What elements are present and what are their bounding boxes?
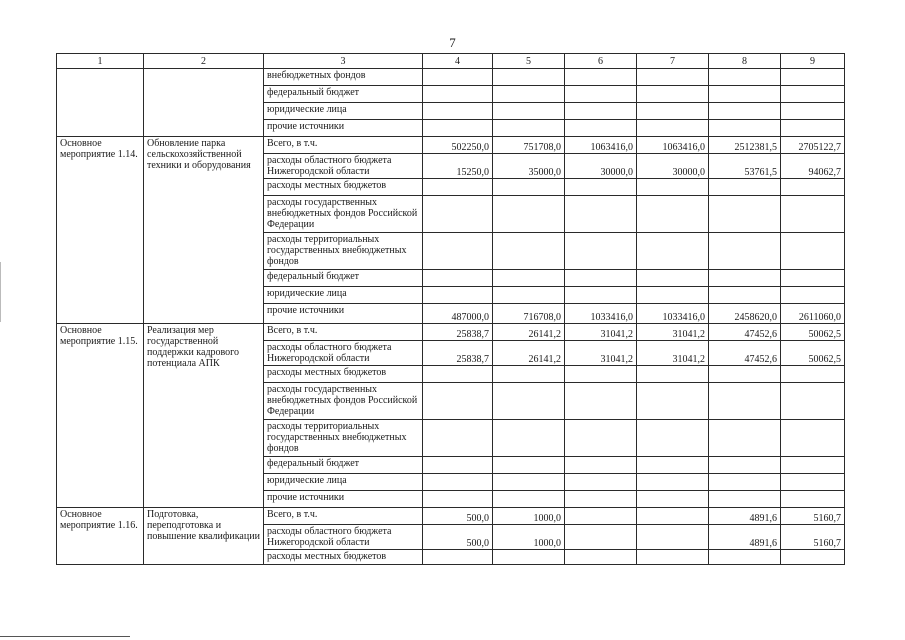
column-header: 9 <box>781 54 845 69</box>
value-cell: 35000,0 <box>493 154 565 179</box>
value-cell <box>781 474 845 491</box>
value-cell <box>781 287 845 304</box>
value-cell <box>423 179 493 196</box>
value-cell <box>709 69 781 86</box>
funding-source-label: расходы местных бюджетов <box>264 366 423 383</box>
value-cell: 25838,7 <box>423 324 493 341</box>
table-row <box>57 324 845 341</box>
value-cell <box>565 383 637 420</box>
value-cell <box>493 179 565 196</box>
value-cell: 26141,2 <box>493 341 565 366</box>
footer-rule <box>0 636 130 637</box>
value-cell: 5160,7 <box>781 525 845 550</box>
value-cell <box>423 120 493 137</box>
value-cell: 31041,2 <box>637 341 709 366</box>
value-cell <box>493 491 565 508</box>
value-cell <box>493 474 565 491</box>
value-cell: 31041,2 <box>565 324 637 341</box>
value-cell <box>781 103 845 120</box>
column-header: 1 <box>57 54 144 69</box>
header-row <box>57 54 845 69</box>
value-cell <box>709 491 781 508</box>
value-cell: 487000,0 <box>423 304 493 324</box>
funding-source-label: федеральный бюджет <box>264 457 423 474</box>
value-cell <box>781 420 845 457</box>
value-cell <box>423 86 493 103</box>
value-cell <box>493 103 565 120</box>
funding-source-label: Всего, в т.ч. <box>264 324 423 341</box>
funding-source-label: федеральный бюджет <box>264 270 423 287</box>
value-cell <box>709 550 781 565</box>
value-cell <box>423 383 493 420</box>
value-cell <box>565 69 637 86</box>
funding-source-label: федеральный бюджет <box>264 86 423 103</box>
value-cell <box>423 457 493 474</box>
column-header: 8 <box>709 54 781 69</box>
value-cell <box>781 457 845 474</box>
value-cell <box>423 69 493 86</box>
value-cell: 94062,7 <box>781 154 845 179</box>
value-cell <box>565 550 637 565</box>
value-cell <box>493 420 565 457</box>
funding-source-label: прочие источники <box>264 304 423 324</box>
value-cell <box>493 196 565 233</box>
value-cell: 31041,2 <box>565 341 637 366</box>
measure-title: Обновление парка сельскохозяйственной техники и оборудования <box>144 137 264 324</box>
value-cell <box>565 103 637 120</box>
measure-code: Основное мероприятие 1.14. <box>57 137 144 324</box>
table-row <box>57 69 845 86</box>
value-cell <box>637 120 709 137</box>
column-header: 4 <box>423 54 493 69</box>
value-cell: 2512381,5 <box>709 137 781 154</box>
value-cell <box>423 491 493 508</box>
value-cell <box>709 457 781 474</box>
funding-source-label: расходы областного бюджета Нижегородской области <box>264 341 423 366</box>
value-cell <box>423 474 493 491</box>
value-cell: 30000,0 <box>637 154 709 179</box>
funding-source-label: расходы областного бюджета Нижегородской области <box>264 154 423 179</box>
page-number: 7 <box>449 35 456 50</box>
value-cell: 751708,0 <box>493 137 565 154</box>
value-cell <box>709 179 781 196</box>
value-cell: 5160,7 <box>781 508 845 525</box>
value-cell: 1033416,0 <box>565 304 637 324</box>
value-cell <box>637 287 709 304</box>
value-cell <box>565 457 637 474</box>
value-cell <box>637 233 709 270</box>
funding-source-label: внебюджетных фондов <box>264 69 423 86</box>
value-cell: 1063416,0 <box>565 137 637 154</box>
value-cell: 53761,5 <box>709 154 781 179</box>
value-cell <box>565 270 637 287</box>
value-cell <box>637 525 709 550</box>
value-cell <box>709 420 781 457</box>
funding-source-label: юридические лица <box>264 474 423 491</box>
value-cell <box>637 366 709 383</box>
value-cell <box>423 550 493 565</box>
value-cell <box>493 233 565 270</box>
value-cell <box>637 86 709 103</box>
value-cell <box>781 179 845 196</box>
value-cell: 2458620,0 <box>709 304 781 324</box>
column-header: 3 <box>264 54 423 69</box>
value-cell: 500,0 <box>423 508 493 525</box>
value-cell <box>781 491 845 508</box>
value-cell <box>709 474 781 491</box>
funding-source-label: расходы местных бюджетов <box>264 179 423 196</box>
value-cell <box>709 233 781 270</box>
value-cell <box>709 86 781 103</box>
measure-code: Основное мероприятие 1.16. <box>57 508 144 565</box>
value-cell <box>637 474 709 491</box>
value-cell <box>637 491 709 508</box>
value-cell: 500,0 <box>423 525 493 550</box>
value-cell: 1033416,0 <box>637 304 709 324</box>
value-cell <box>565 196 637 233</box>
funding-source-label: Всего, в т.ч. <box>264 508 423 525</box>
value-cell <box>637 550 709 565</box>
value-cell <box>637 420 709 457</box>
scan-edge-mark <box>0 262 1 322</box>
value-cell: 4891,6 <box>709 508 781 525</box>
value-cell: 716708,0 <box>493 304 565 324</box>
value-cell <box>709 196 781 233</box>
value-cell <box>637 457 709 474</box>
value-cell <box>637 103 709 120</box>
budget-table <box>56 53 845 565</box>
value-cell <box>709 366 781 383</box>
funding-source-label: расходы территориальных государственных внебюджетных фондов <box>264 233 423 270</box>
value-cell <box>423 366 493 383</box>
measure-title <box>144 69 264 137</box>
table-row <box>57 508 845 525</box>
value-cell <box>637 383 709 420</box>
column-header: 6 <box>565 54 637 69</box>
value-cell <box>493 86 565 103</box>
value-cell: 31041,2 <box>637 324 709 341</box>
value-cell <box>781 270 845 287</box>
value-cell <box>781 120 845 137</box>
value-cell <box>781 86 845 103</box>
value-cell <box>565 120 637 137</box>
value-cell: 25838,7 <box>423 341 493 366</box>
funding-source-label: юридические лица <box>264 287 423 304</box>
value-cell <box>709 287 781 304</box>
value-cell: 47452,6 <box>709 341 781 366</box>
measure-code <box>57 69 144 137</box>
value-cell <box>423 287 493 304</box>
value-cell: 1000,0 <box>493 525 565 550</box>
value-cell <box>637 69 709 86</box>
column-header: 5 <box>493 54 565 69</box>
value-cell <box>493 383 565 420</box>
value-cell: 4891,6 <box>709 525 781 550</box>
value-cell <box>493 366 565 383</box>
funding-source-label: расходы областного бюджета Нижегородской области <box>264 525 423 550</box>
value-cell <box>637 270 709 287</box>
value-cell <box>709 120 781 137</box>
value-cell: 1000,0 <box>493 508 565 525</box>
value-cell <box>709 383 781 420</box>
column-header: 7 <box>637 54 709 69</box>
value-cell <box>565 474 637 491</box>
funding-source-label: прочие источники <box>264 120 423 137</box>
value-cell <box>565 233 637 270</box>
value-cell <box>565 366 637 383</box>
value-cell <box>423 270 493 287</box>
value-cell <box>637 179 709 196</box>
value-cell <box>781 69 845 86</box>
value-cell <box>565 491 637 508</box>
funding-source-label: юридические лица <box>264 103 423 120</box>
value-cell <box>781 196 845 233</box>
value-cell <box>423 420 493 457</box>
funding-source-label: прочие источники <box>264 491 423 508</box>
value-cell <box>565 179 637 196</box>
measure-title: Реализация мер государственной поддержки кадрового потенциала АПК <box>144 324 264 508</box>
table-row <box>57 137 845 154</box>
funding-source-label: расходы территориальных государственных внебюджетных фондов <box>264 420 423 457</box>
value-cell: 30000,0 <box>565 154 637 179</box>
value-cell <box>493 287 565 304</box>
column-header: 2 <box>144 54 264 69</box>
value-cell: 50062,5 <box>781 324 845 341</box>
value-cell <box>781 550 845 565</box>
value-cell: 50062,5 <box>781 341 845 366</box>
funding-source-label: Всего, в т.ч. <box>264 137 423 154</box>
value-cell <box>423 196 493 233</box>
value-cell <box>781 383 845 420</box>
funding-source-label: расходы государственных внебюджетных фондов Российской Федерации <box>264 196 423 233</box>
value-cell <box>565 287 637 304</box>
value-cell: 47452,6 <box>709 324 781 341</box>
value-cell <box>423 103 493 120</box>
value-cell <box>565 525 637 550</box>
value-cell <box>709 270 781 287</box>
value-cell: 26141,2 <box>493 324 565 341</box>
value-cell <box>423 233 493 270</box>
value-cell <box>781 366 845 383</box>
funding-source-label: расходы местных бюджетов <box>264 550 423 565</box>
value-cell <box>781 233 845 270</box>
value-cell: 1063416,0 <box>637 137 709 154</box>
measure-code: Основное мероприятие 1.15. <box>57 324 144 508</box>
measure-title: Подготовка, переподготовка и повышение квалификации <box>144 508 264 565</box>
value-cell <box>493 120 565 137</box>
value-cell <box>709 103 781 120</box>
value-cell <box>565 508 637 525</box>
value-cell <box>637 196 709 233</box>
value-cell <box>493 457 565 474</box>
value-cell <box>493 550 565 565</box>
value-cell: 15250,0 <box>423 154 493 179</box>
value-cell <box>637 508 709 525</box>
funding-source-label: расходы государственных внебюджетных фондов Российской Федерации <box>264 383 423 420</box>
value-cell: 2705122,7 <box>781 137 845 154</box>
value-cell <box>565 86 637 103</box>
value-cell <box>565 420 637 457</box>
value-cell <box>493 69 565 86</box>
value-cell: 502250,0 <box>423 137 493 154</box>
value-cell <box>493 270 565 287</box>
value-cell: 2611060,0 <box>781 304 845 324</box>
